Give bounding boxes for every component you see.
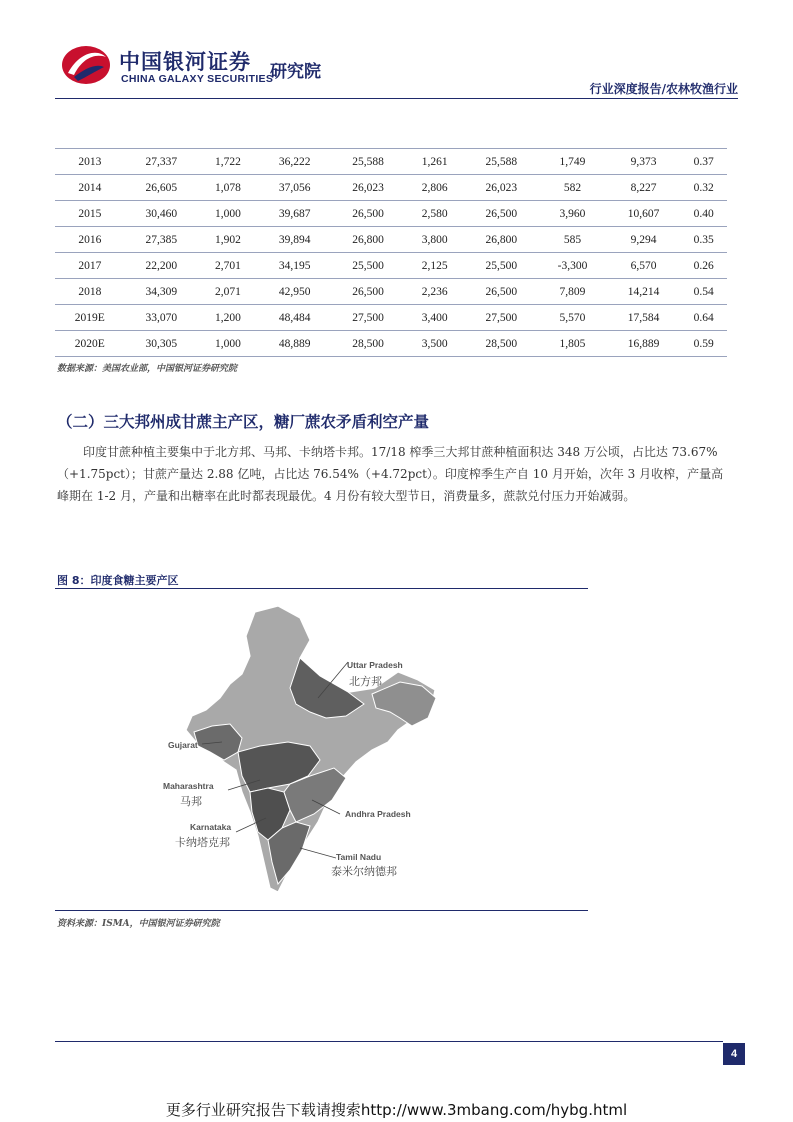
table-cell: 26,605 <box>125 175 198 201</box>
table-cell: 0.59 <box>680 331 727 357</box>
table-cell: 1,749 <box>538 149 607 175</box>
table-cell: 7,809 <box>538 279 607 305</box>
table-cell: 2019E <box>55 305 125 331</box>
table-cell: 2,125 <box>405 253 465 279</box>
table-row <box>55 253 727 279</box>
table-cell: 3,800 <box>405 227 465 253</box>
table-cell: 27,385 <box>125 227 198 253</box>
paragraph-text: 印度甘蔗种植主要集中于北方邦、马邦、卡纳塔卡邦。17/18 榨季三大邦甘蔗种植面积达 348 万公顷，占比达 73.67%（+1.75pct）；甘蔗产量达 2.88 亿吨，占比达 76.54%（+4.72pct）。印度榨季生产自 10 月开始，次年 3 月收榨，产量高峰期在 1-2 月，产量和出糖率在此时都表现最优。4 月份有较大型节日，消费量多，蔗款兑付压力开始减弱。 <box>57 445 724 503</box>
brand-name-cn: 中国银河证券 <box>119 50 251 74</box>
table-cell: 2016 <box>55 227 125 253</box>
table-cell: 28,500 <box>331 331 404 357</box>
footer-promo-link[interactable]: 更多行业研究报告下载请搜索http://www.3mbang.com/hybg.html <box>165 1101 628 1119</box>
table-cell: 39,894 <box>258 227 331 253</box>
table-cell: 9,294 <box>607 227 680 253</box>
table-cell: 1,000 <box>198 331 258 357</box>
table-cell: 25,500 <box>465 253 538 279</box>
label-maharashtra: Maharashtra <box>163 781 214 791</box>
table-cell: 26,023 <box>331 175 404 201</box>
table-cell: 2017 <box>55 253 125 279</box>
table-cell: 2,071 <box>198 279 258 305</box>
table-cell: 0.54 <box>680 279 727 305</box>
table-cell: 3,400 <box>405 305 465 331</box>
table-cell: 16,889 <box>607 331 680 357</box>
label-maharashtra-cn: 马邦 <box>180 795 202 808</box>
table-cell: 2014 <box>55 175 125 201</box>
table-cell: 26,500 <box>465 201 538 227</box>
table-cell: 0.32 <box>680 175 727 201</box>
table-cell: 22,200 <box>125 253 198 279</box>
table-cell: 0.35 <box>680 227 727 253</box>
table-cell: 2018 <box>55 279 125 305</box>
header-divider <box>55 98 738 99</box>
table-cell: 5,570 <box>538 305 607 331</box>
table-cell: 39,687 <box>258 201 331 227</box>
figure-top-divider <box>55 588 588 589</box>
table-cell: 0.64 <box>680 305 727 331</box>
table-cell: 0.26 <box>680 253 727 279</box>
table-cell: 2020E <box>55 331 125 357</box>
brand-logo-icon <box>60 43 112 87</box>
table-cell: 25,588 <box>331 149 404 175</box>
label-uttar-pradesh-cn: 北方邦 <box>349 675 382 688</box>
table-cell: 30,460 <box>125 201 198 227</box>
table-cell: 3,500 <box>405 331 465 357</box>
table-cell: 6,570 <box>607 253 680 279</box>
table-cell: -3,300 <box>538 253 607 279</box>
sugar-balance-table <box>55 148 727 357</box>
table-cell: 34,195 <box>258 253 331 279</box>
table-cell: 1,722 <box>198 149 258 175</box>
table-cell: 1,200 <box>198 305 258 331</box>
india-map <box>150 600 450 900</box>
table-cell: 0.40 <box>680 201 727 227</box>
table-row <box>55 227 727 253</box>
label-uttar-pradesh: Uttar Pradesh <box>347 660 403 670</box>
table-cell: 585 <box>538 227 607 253</box>
table-cell: 26,500 <box>331 201 404 227</box>
figure-bottom-divider <box>55 910 588 911</box>
section-paragraph <box>57 441 735 507</box>
table-cell: 36,222 <box>258 149 331 175</box>
table-cell: 34,309 <box>125 279 198 305</box>
table-cell: 48,889 <box>258 331 331 357</box>
table-cell: 3,960 <box>538 201 607 227</box>
label-tamil-nadu: Tamil Nadu <box>336 852 382 862</box>
label-karnataka: Karnataka <box>190 822 232 832</box>
table-cell: 2,236 <box>405 279 465 305</box>
table-cell: 26,800 <box>331 227 404 253</box>
table-cell: 25,500 <box>331 253 404 279</box>
table-cell: 2,701 <box>198 253 258 279</box>
table-cell: 582 <box>538 175 607 201</box>
report-type: 行业深度报告/农林牧渔行业 <box>589 82 738 96</box>
table-cell: 2,580 <box>405 201 465 227</box>
table-cell: 26,500 <box>331 279 404 305</box>
label-andhra-pradesh: Andhra Pradesh <box>345 809 411 819</box>
table-cell: 0.37 <box>680 149 727 175</box>
table-row <box>55 331 727 357</box>
table-row <box>55 201 727 227</box>
table-cell: 1,902 <box>198 227 258 253</box>
table-cell: 1,000 <box>198 201 258 227</box>
table-cell: 27,500 <box>465 305 538 331</box>
table-cell: 25,588 <box>465 149 538 175</box>
table-row <box>55 305 727 331</box>
table-row <box>55 175 727 201</box>
table-cell: 26,800 <box>465 227 538 253</box>
table-cell: 26,023 <box>465 175 538 201</box>
table-cell: 48,484 <box>258 305 331 331</box>
footer-divider <box>55 1041 723 1042</box>
section-title: （二）三大邦州成甘蔗主产区，糖厂蔗农矛盾利空产量 <box>57 413 430 431</box>
table-cell: 37,056 <box>258 175 331 201</box>
table-cell: 1,078 <box>198 175 258 201</box>
table-cell: 26,500 <box>465 279 538 305</box>
figure-title: 图 8：印度食糖主要产区 <box>57 574 179 587</box>
table-cell: 30,305 <box>125 331 198 357</box>
table-cell: 2013 <box>55 149 125 175</box>
table-cell: 9,373 <box>607 149 680 175</box>
table-cell: 28,500 <box>465 331 538 357</box>
table-cell: 2,806 <box>405 175 465 201</box>
label-karnataka-cn: 卡纳塔克邦 <box>175 836 230 849</box>
table-row <box>55 279 727 305</box>
table-row <box>55 149 727 175</box>
figure-source: 资料来源：ISMA，中国银河证券研究院 <box>57 919 220 929</box>
brand-institute: 研究院 <box>270 62 321 82</box>
table-cell: 17,584 <box>607 305 680 331</box>
label-tamil-nadu-cn: 泰米尔纳德邦 <box>331 865 397 878</box>
page-number: 4 <box>723 1043 745 1065</box>
table-cell: 27,500 <box>331 305 404 331</box>
table-cell: 14,214 <box>607 279 680 305</box>
label-gujarat: Gujarat <box>168 740 198 750</box>
table-cell: 33,070 <box>125 305 198 331</box>
table-cell: 1,805 <box>538 331 607 357</box>
table-cell: 27,337 <box>125 149 198 175</box>
table-source: 数据来源：美国农业部，中国银河证券研究院 <box>57 364 238 374</box>
brand-name-en: CHINA GALAXY SECURITIES <box>121 73 274 85</box>
table-cell: 8,227 <box>607 175 680 201</box>
table-cell: 2015 <box>55 201 125 227</box>
table-cell: 42,950 <box>258 279 331 305</box>
table-cell: 10,607 <box>607 201 680 227</box>
table-cell: 1,261 <box>405 149 465 175</box>
